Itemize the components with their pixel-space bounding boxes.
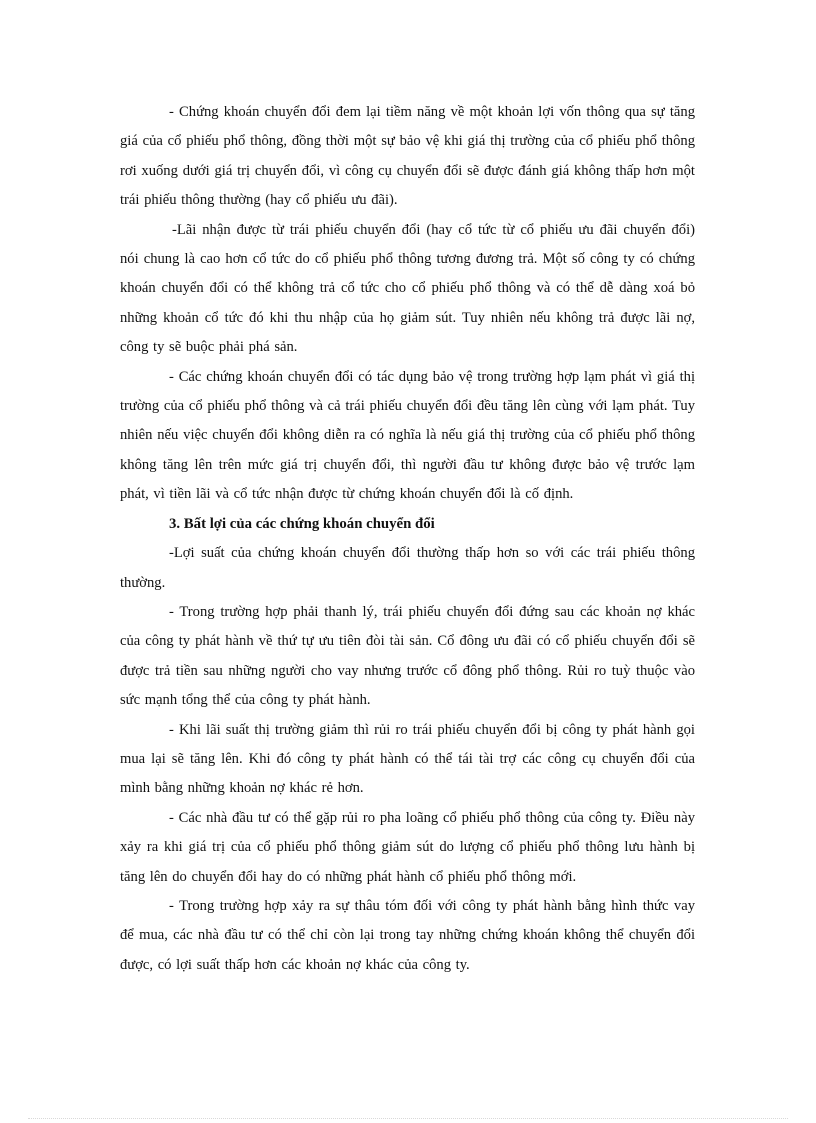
page-bottom-divider: [28, 1118, 788, 1119]
paragraph-dilution-risk: - Các nhà đầu tư có thể gặp rủi ro pha loãng cổ phiếu phổ thông của công ty. Điều này xảy ra khi giá trị của cổ phiếu phổ thông giảm sút do lượng cổ phiếu phổ thông lưu hành bị tăng lên do chuyển đổi hay do có những phát hành cổ phiếu phổ thông mới.: [120, 809, 695, 885]
paragraph-liquidation-priority: - Trong trường hợp phải thanh lý, trái phiếu chuyển đổi đứng sau các khoản nợ khác của công ty phát hành về thứ tự ưu tiên đòi tài sản. Cổ đông ưu đãi có cổ phiếu chuyển đổi sẽ được trả tiền sau những người cho vay nhưng trước cổ đông phổ thông. Rủi ro tuỳ thuộc vào sức mạnh tổng thể của công ty phát hành.: [120, 603, 695, 709]
paragraph-call-risk: - Khi lãi suất thị trường giảm thì rủi ro trái phiếu chuyển đổi bị công ty phát hành gọi mua lại sẽ tăng lên. Khi đó công ty phát hành có thể tái tài trợ các công cụ chuyển đổi của mình bằng những khoản nợ khác rẻ hơn.: [120, 721, 695, 797]
paragraph-takeover-risk: - Trong trường hợp xảy ra sự thâu tóm đối với công ty phát hành bằng hình thức vay để mua, các nhà đầu tư có thể chỉ còn lại trong tay những chứng khoán không thể chuyển đổi được, có lợi suất thấp hơn các khoản nợ khác của công ty.: [120, 897, 695, 973]
paragraph-lower-yield: -Lợi suất của chứng khoán chuyển đổi thường thấp hơn so với các trái phiếu thông thường.: [120, 545, 695, 591]
paragraph-inflation-protection: - Các chứng khoán chuyển đổi có tác dụng bảo vệ trong trường hợp lạm phát vì giá thị trường của cổ phiếu phổ thông và cả trái phiếu chuyển đổi đều tăng lên cùng với lạm phát. Tuy nhiên nếu việc chuyển đổi không diễn ra có nghĩa là nếu giá thị trường của cổ phiếu phổ thông không tăng lên trên mức giá trị chuyển đổi, thì người đầu tư không được bảo vệ trước lạm phát, vì tiền lãi và cổ tức nhận được từ chứng khoán chuyển đổi là cố định.: [120, 368, 695, 503]
paragraph-interest-income: -Lãi nhận được từ trái phiếu chuyển đổi (hay cổ tức từ cổ phiếu ưu đãi chuyển đổi) nói chung là cao hơn cổ tức do cổ phiếu phổ thông tương đương trả. Một số công ty có chứng khoán chuyển đổi có thể không trả cổ tức cho cổ phiếu phổ thông và có thể dễ dàng xoá bỏ những khoản cổ tức đó khi thu nhập của họ giảm sút. Tuy nhiên nếu không trả được lãi nợ, công ty sẽ buộc phải phá sản.: [120, 221, 695, 356]
document-body: [120, 98, 695, 980]
section-heading: 3. Bất lợi của các chứng khoán chuyển đổi: [169, 515, 435, 532]
paragraph-conversion-benefit: - Chứng khoán chuyển đổi đem lại tiềm năng về một khoản lợi vốn thông qua sự tăng giá của cổ phiếu phổ thông, đồng thời một sự bảo vệ khi giá thị trường của cổ phiếu phổ thông rơi xuống dưới giá trị chuyển đổi, vì công cụ chuyển đổi sẽ được đánh giá không thấp hơn một trái phiếu thông thường (hay cổ phiếu ưu đãi).: [120, 104, 695, 209]
